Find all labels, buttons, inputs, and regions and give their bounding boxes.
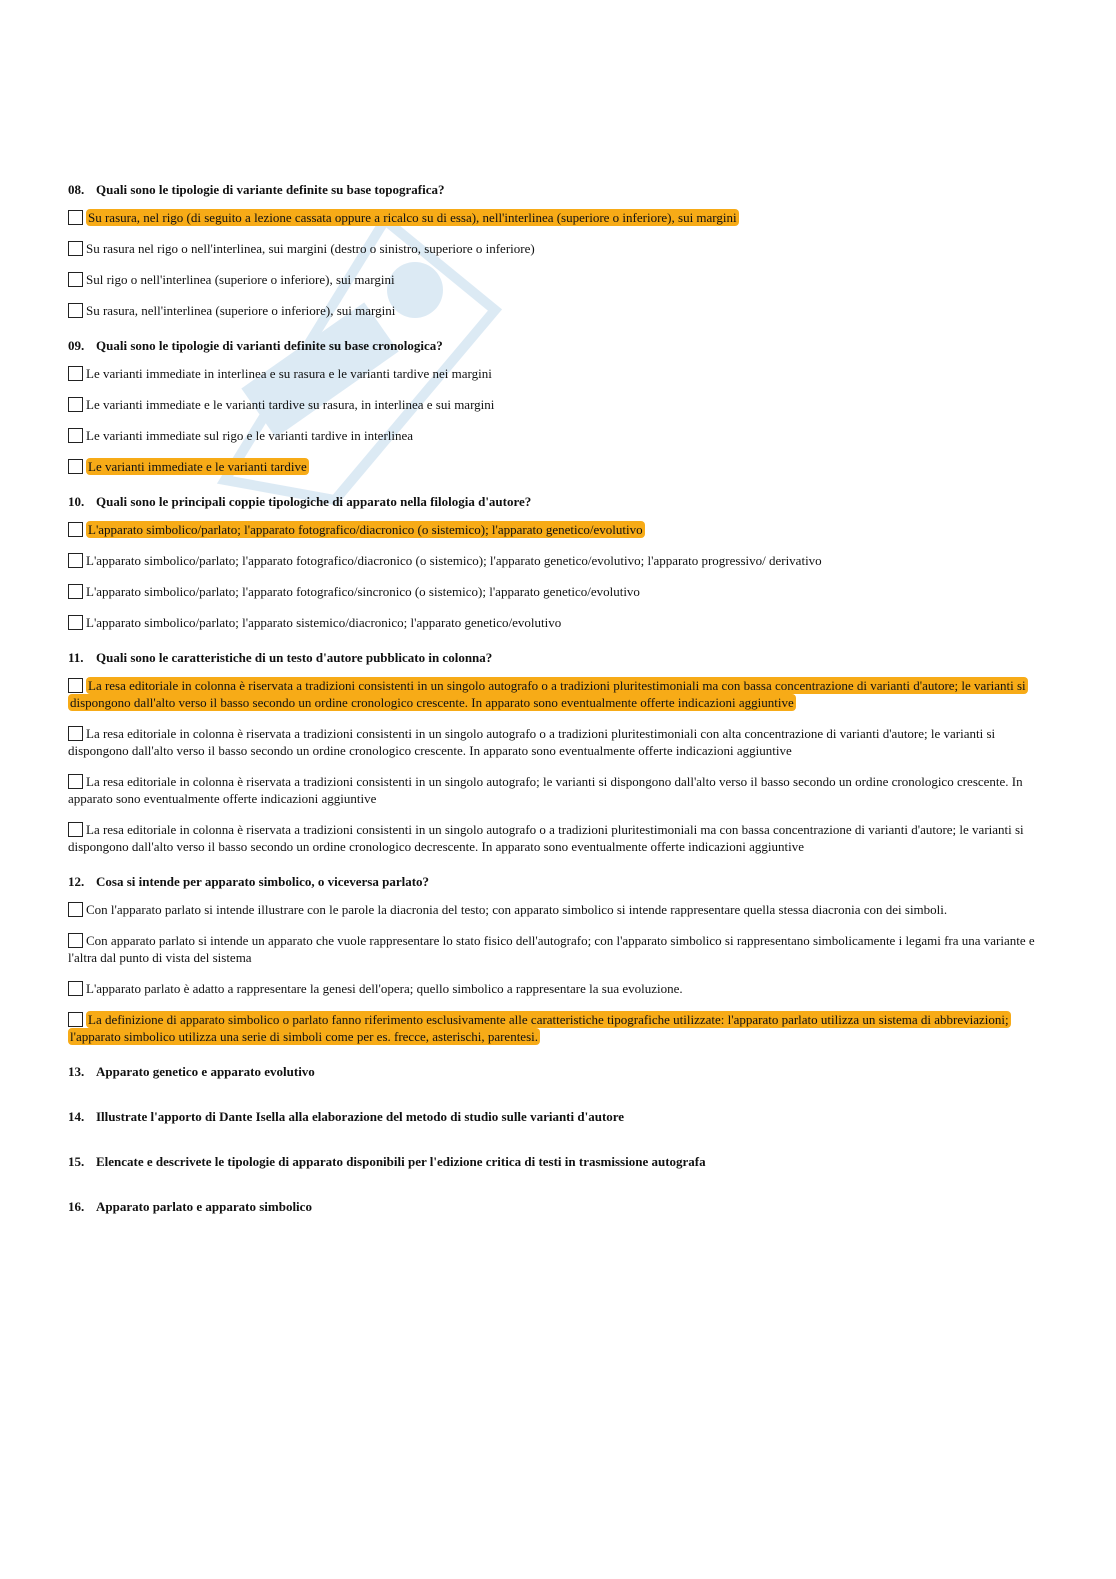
open-question-15: 15. Elencate e descrivete le tipologie di apparato disponibili per l'edizione critica di testi in trasmissione autografa [68, 1154, 706, 1169]
answer-checkbox[interactable] [68, 822, 83, 837]
option-text: L'apparato simbolico/parlato; l'apparato fotografico/diacronico (o sistemico); l'apparato genetico/evolutivo; l'apparato progressivo/ derivativo [86, 553, 822, 568]
option-text: La resa editoriale in colonna è riservata a tradizioni consistenti in un singolo autografo; le varianti si dispongono dall'alto verso il basso secondo un ordine cronologico crescente. In apparato sono eventualmente offerte indicazioni aggiuntive [68, 774, 1023, 806]
open-question-14: 14. Illustrate l'apporto di Dante Isella alla elaborazione del metodo di studio sulle varianti d'autore [68, 1109, 625, 1124]
answer-option [68, 773, 1048, 807]
option-text: La definizione di apparato simbolico o parlato fanno riferimento esclusivamente alle caratteristiche tipografiche utilizzate: l'apparato parlato utilizza un sistema di abbreviazioni; l'apparato simbolico utilizza una serie di simboli come per es. frecce, asterischi, parentesi. [70, 1012, 1009, 1044]
option-text: Sul rigo o nell'interlinea (superiore o inferiore), sui margini [86, 272, 395, 287]
answer-option [68, 427, 1048, 444]
answer-checkbox[interactable] [68, 902, 83, 917]
option-text: Su rasura, nel rigo (di seguito a lezione cassata oppure a ricalco su di essa), nell'interlinea (superiore o inferiore), sui margini [88, 210, 737, 225]
option-text: Le varianti immediate sul rigo e le varianti tardive in interlinea [86, 428, 414, 443]
answer-option [68, 583, 1048, 600]
answer-option [68, 932, 1048, 966]
question-08 [68, 182, 1048, 319]
open-question-13: 13. Apparato genetico e apparato evolutivo [68, 1064, 315, 1079]
answer-checkbox[interactable] [68, 272, 83, 287]
answer-checkbox[interactable] [68, 397, 83, 412]
answer-option [68, 302, 1048, 319]
open-question-16: 16. Apparato parlato e apparato simbolico [68, 1199, 312, 1214]
answer-option [68, 365, 1048, 382]
answer-option [68, 271, 1048, 288]
answer-checkbox[interactable] [68, 553, 83, 568]
question-10 [68, 494, 1048, 631]
answer-checkbox[interactable] [68, 615, 83, 630]
answer-option [68, 521, 1048, 538]
option-text: La resa editoriale in colonna è riservata a tradizioni consistenti in un singolo autografo o a tradizioni pluritestimoniali con alta concentrazione di varianti d'autore; le varianti si dispongono dall'alto verso il basso secondo un ordine cronologico crescente. In apparato sono eventualmente offerte indicazioni aggiuntive [68, 726, 996, 758]
answer-checkbox[interactable] [68, 726, 83, 741]
answer-checkbox[interactable] [68, 522, 83, 537]
answer-option [68, 209, 1048, 226]
question-12 [68, 874, 1048, 1045]
option-text: L'apparato simbolico/parlato; l'apparato sistemico/diacronico; l'apparato genetico/evolutivo [86, 615, 562, 630]
option-text: Le varianti immediate e le varianti tardive su rasura, in interlinea e sui margini [86, 397, 495, 412]
answer-option [68, 240, 1048, 257]
answer-checkbox[interactable] [68, 241, 83, 256]
answer-option [68, 614, 1048, 631]
answer-option [68, 396, 1048, 413]
answer-checkbox[interactable] [68, 428, 83, 443]
question-title: 12. Cosa si intende per apparato simbolico, o viceversa parlato? [68, 874, 430, 889]
answer-checkbox[interactable] [68, 210, 83, 225]
question-09 [68, 338, 1048, 475]
option-text: L'apparato parlato è adatto a rappresentare la genesi dell'opera; quello simbolico a rappresentare la sua evoluzione. [86, 981, 683, 996]
question-title: 11. Quali sono le caratteristiche di un testo d'autore pubblicato in colonna? [68, 650, 493, 665]
answer-option [68, 458, 1048, 475]
document-body [68, 182, 1048, 1244]
answer-checkbox[interactable] [68, 303, 83, 318]
answer-checkbox[interactable] [68, 459, 83, 474]
answer-option [68, 552, 1048, 569]
option-text: Con l'apparato parlato si intende illustrare con le parole la diacronia del testo; con apparato simbolico si intende rappresentare quella stessa diacronia con dei simboli. [86, 902, 948, 917]
answer-checkbox[interactable] [68, 584, 83, 599]
answer-option [68, 1011, 1048, 1045]
answer-option [68, 980, 1048, 997]
question-title: 09. Quali sono le tipologie di varianti definite su base cronologica? [68, 338, 443, 353]
option-text: La resa editoriale in colonna è riservata a tradizioni consistenti in un singolo autografo o a tradizioni pluritestimoniali ma con bassa concentrazione di varianti d'autore; le varianti si dispongono dall'alto verso il basso secondo un ordine cronologico crescente. In apparato sono eventualmente offerte indicazioni aggiuntive [70, 678, 1026, 710]
option-text: Su rasura, nell'interlinea (superiore o inferiore), sui margini [86, 303, 396, 318]
answer-checkbox[interactable] [68, 678, 83, 693]
answer-checkbox[interactable] [68, 981, 83, 996]
option-text: Le varianti immediate e le varianti tardive [88, 459, 307, 474]
question-title: 08. Quali sono le tipologie di variante definite su base topografica? [68, 182, 445, 197]
option-text: L'apparato simbolico/parlato; l'apparato fotografico/diacronico (o sistemico); l'apparato genetico/evolutivo [88, 522, 643, 537]
answer-checkbox[interactable] [68, 1012, 83, 1027]
answer-checkbox[interactable] [68, 933, 83, 948]
answer-option [68, 725, 1048, 759]
option-text: La resa editoriale in colonna è riservata a tradizioni consistenti in un singolo autografo o a tradizioni pluritestimoniali ma con bassa concentrazione di varianti d'autore; le varianti si dispongono dall'alto verso il basso secondo un ordine cronologico decrescente. In apparato sono eventualmente offerte indicazioni aggiuntive [68, 822, 1024, 854]
answer-option [68, 677, 1048, 711]
answer-checkbox[interactable] [68, 366, 83, 381]
question-11 [68, 650, 1048, 855]
option-text: Su rasura nel rigo o nell'interlinea, sui margini (destro o sinistro, superiore o inferiore) [86, 241, 535, 256]
option-text: L'apparato simbolico/parlato; l'apparato fotografico/sincronico (o sistemico); l'apparato genetico/evolutivo [86, 584, 640, 599]
option-text: Le varianti immediate in interlinea e su rasura e le varianti tardive nei margini [86, 366, 492, 381]
answer-option [68, 821, 1048, 855]
question-title: 10. Quali sono le principali coppie tipologiche di apparato nella filologia d'autore? [68, 494, 532, 509]
option-text: Con apparato parlato si intende un apparato che vuole rappresentare lo stato fisico dell'autografo; con l'apparato simbolico si rappresentano simbolicamente i legami fra una variante e l'altra dal punto di vista del sistema [68, 933, 1035, 965]
answer-option [68, 901, 1048, 918]
answer-checkbox[interactable] [68, 774, 83, 789]
